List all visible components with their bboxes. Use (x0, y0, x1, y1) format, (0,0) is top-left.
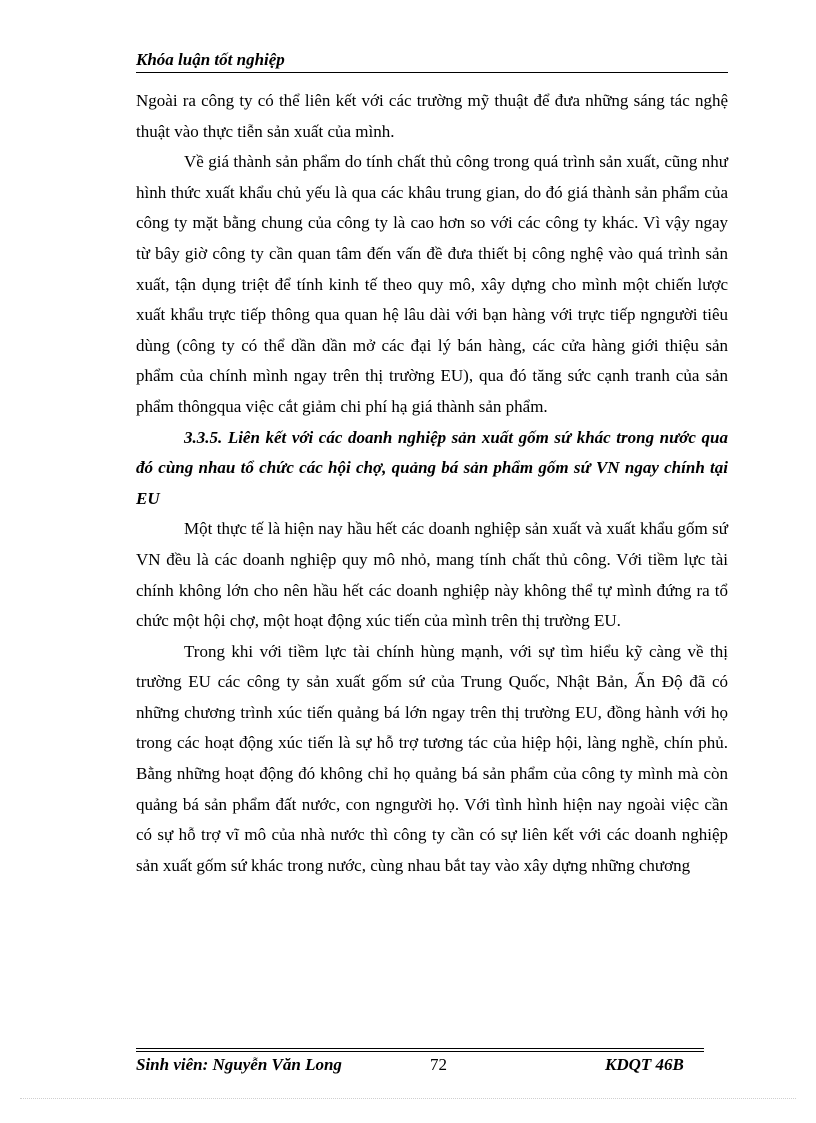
footer-rule (136, 1048, 704, 1052)
paragraph-2: Về giá thành sản phẩm do tính chất thủ công trong quá trình sản xuất, cũng như hình thức xuất khẩu chủ yếu là qua các khâu trung gian, do đó giá thành sản phẩm của công ty mặt bằng chung của công ty là cao hơn so với các công ty khác. Vì vậy ngay từ bây giờ công ty cần quan tâm đến vấn đề đưa thiết bị công nghệ vào quá trình sản xuất, tận dụng triệt để tính kinh tế theo quy mô, xây dựng cho mình một chiến lược xuất khẩu trực tiếp thông qua quan hệ lâu dài với bạn hàng với trực tiếp ngngười tiêu dùng (công ty có thể dần dần mở các đại lý bán hàng, các cửa hàng giới thiệu sản phẩm của chính mình ngay trên thị trường EU), qua đó tăng sức cạnh tranh của sản phẩm thôngqua việc cắt giảm chi phí hạ giá thành sản phẩm. (136, 152, 728, 416)
page-bottom-dotted-line (20, 1098, 796, 1099)
paragraph-4: Trong khi với tiềm lực tài chính hùng mạnh, với sự tìm hiểu kỹ càng về thị trường EU các công ty sản xuất gốm sứ của Trung Quốc, Nhật Bản, Ấn Độ đã có những chương trình xúc tiến quảng bá lớn ngay trên thị trường EU, đồng hành với họ trong các hoạt động xúc tiến là sự hỗ trợ tương tác của hiệp hội, làng nghề, chín phủ. Bằng những hoạt động đó không chỉ họ quảng bá sản phẩm của công ty mình mà còn quảng bá sản phẩm đất nước, con ngngười họ. Với tình hình hiện nay ngoài việc cần có sự hỗ trợ vĩ mô của nhà nước thì công ty cần có sự liên kết với các doanh nghiệp sản xuất gốm sứ khác trong nước, cùng nhau bắt tay vào xây dựng những chương (136, 641, 728, 875)
page-header-title: Khóa luận tốt nghiệp (136, 50, 285, 69)
footer-student: Sinh viên: Nguyễn Văn Long (136, 1055, 342, 1074)
paragraph-3: Một thực tế là hiện nay hầu hết các doanh nghiệp sản xuất và xuất khẩu gốm sứ VN đều là các doanh nghiệp quy mô nhỏ, mang tính chất thủ công. Với tiềm lực tài chính không lớn cho nên hầu hết các doanh nghiệp này không thể tự mình đứng ra tổ chức một hội chợ, một hoạt động xúc tiến của mình trên thị trường EU. (136, 519, 728, 631)
header-rule (136, 72, 728, 73)
paragraph-1: Ngoài ra công ty có thể liên kết với các trường mỹ thuật để đưa những sáng tác nghệ thuật vào thực tiễn sản xuất của mình. (136, 91, 728, 141)
document-body (136, 86, 728, 881)
footer-page-number: 72 (430, 1055, 447, 1074)
footer-class-code: KDQT 46B (605, 1055, 684, 1074)
section-heading: 3.3.5. Liên kết với các doanh nghiệp sản xuất gốm sứ khác trong nước qua đó cùng nhau tổ chức các hội chợ, quảng bá sản phẩm gốm sứ VN ngay chính tại EU (136, 427, 728, 508)
